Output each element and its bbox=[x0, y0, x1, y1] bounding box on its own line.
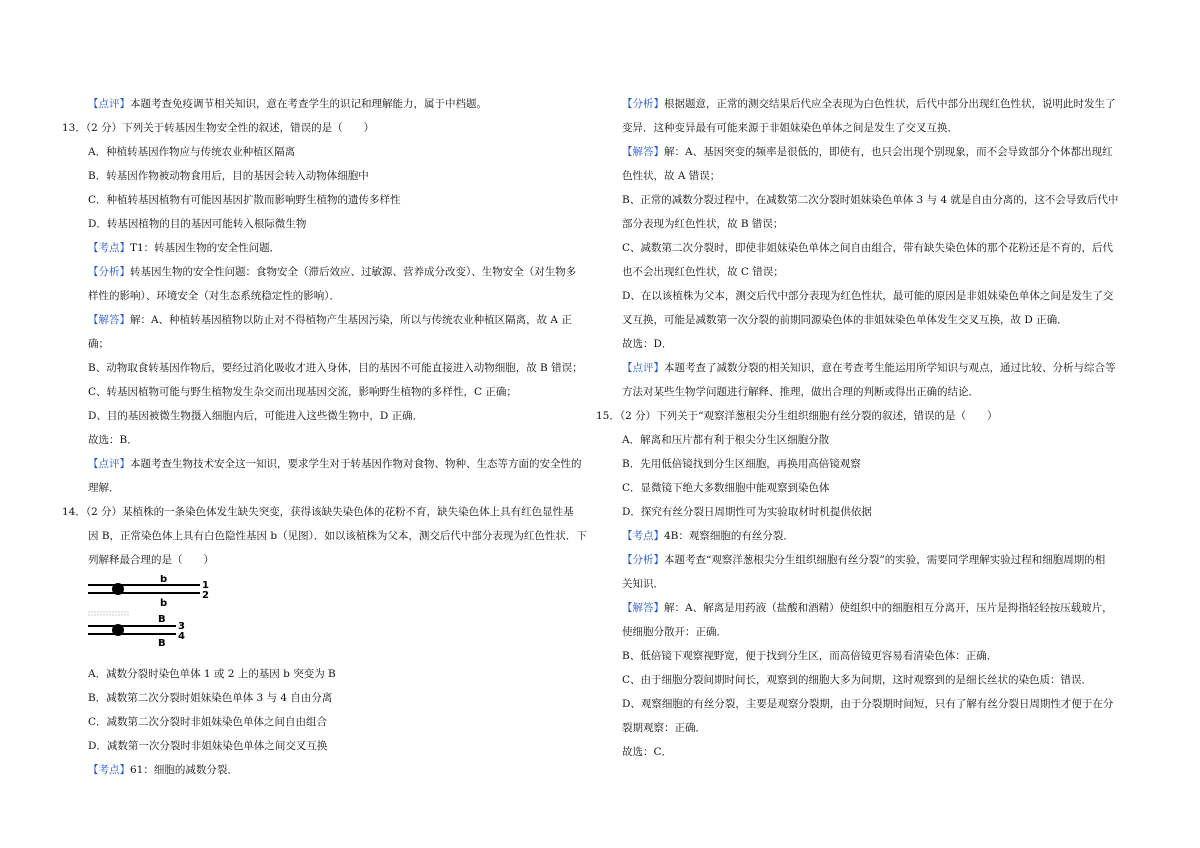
label-3: 3 bbox=[178, 621, 185, 632]
q14-fenxi bbox=[622, 92, 1132, 116]
q15-jieda-6: 裂期观察：正确． bbox=[622, 722, 706, 734]
right-column bbox=[596, 92, 1132, 764]
q15-jieda-5: D、观察细胞的有丝分裂，主要是观察分裂期，由于分裂期时间短，只有了解有丝分裂日周期性才便于在分 bbox=[622, 698, 1114, 710]
q14-jieda-4: 部分表现为红色性状，故 B 错误； bbox=[622, 218, 784, 230]
q13-kaodian bbox=[88, 236, 594, 260]
centromere-top bbox=[112, 583, 124, 595]
question-15-stem: 15．（2 分）下列关于“观察洋葱根尖分生组织细胞有丝分裂的叙述，错误的是（ ） bbox=[596, 410, 998, 422]
chromosome-figure bbox=[88, 575, 594, 659]
q13-answer: 故选：B． bbox=[88, 434, 138, 446]
label-1: 1 bbox=[202, 580, 209, 591]
q14-jieda-5: C、减数第二次分裂时，即使非姐妹染色单体之间自由组合，带有缺失染色体的那个花粉还是不育的，后代 bbox=[622, 242, 1114, 254]
q15-option-d: D．探究有丝分裂日周期性可为实验取材时机提供依据 bbox=[622, 506, 872, 518]
left-column bbox=[62, 92, 594, 782]
q14-jieda-7: D、在以该植株为父本，测交后代中部分表现为红色性状，最可能的原因是非姐妹染色单体之间是发生了交 bbox=[622, 290, 1114, 302]
q13-dianping bbox=[88, 452, 594, 476]
text: 4B：观察细胞的有丝分裂． bbox=[664, 530, 794, 542]
q13-jieda bbox=[88, 308, 594, 332]
q14-option-c: C．减数第二次分裂时非姐妹染色单体之间自由组合 bbox=[88, 716, 328, 728]
q15-fenxi-cont: 关知识． bbox=[622, 578, 664, 590]
q13-jieda-cont: 确； bbox=[88, 338, 109, 350]
q14-jieda-2: 色性状，故 A 错误； bbox=[622, 170, 721, 182]
q15-answer: 故选：C． bbox=[622, 746, 673, 758]
text: 解：A、种植转基因植物以防止对不得植物产生基因污染，所以与传统农业种植区隔离，故 A 正 bbox=[130, 314, 572, 326]
question-14-stem-3: 列解释最合理的是（ ） bbox=[88, 554, 214, 566]
text: 本题考查免疫调节相关知识，意在考查学生的识记和理解能力，属于中档题。 bbox=[130, 98, 487, 110]
label-2: 2 bbox=[202, 590, 209, 601]
fenxi-tag: 【分析】 bbox=[88, 266, 130, 278]
q13-dianping-cont: 理解． bbox=[88, 482, 120, 494]
q15-option-b: B．先用低倍镜找到分生区细胞，再换用高倍镜观察 bbox=[622, 458, 861, 470]
q14-option-a: A．减数分裂时染色单体 1 或 2 上的基因 b 突变为 B bbox=[88, 668, 336, 680]
q14-option-b: B．减数第二次分裂时姐妹染色单体 3 与 4 自由分离 bbox=[88, 692, 333, 704]
q13-option-a: A．种植转基因作物应与传统农业种植区隔离 bbox=[88, 146, 296, 158]
text: T1：转基因生物的安全性问题． bbox=[130, 242, 281, 254]
label-b-2: b bbox=[160, 598, 168, 609]
question-13-stem: 13．（2 分）下列关于转基因生物安全性的叙述，错误的是（ ） bbox=[62, 122, 375, 134]
q14-fenxi-cont: 变异．这种变异最有可能来源于非姐妹染色单体之间是发生了交叉互换． bbox=[622, 122, 958, 134]
q13-option-b: B．转基因作物被动物食用后，目的基因会转入动物体细胞中 bbox=[88, 170, 369, 182]
q15-jieda-4: C、由于细胞分裂间期时间长，观察到的细胞大多为间期，这时观察到的是细长丝状的染色质：错误． bbox=[622, 674, 1093, 686]
jieda-tag: 【解答】 bbox=[622, 146, 664, 158]
q15-kaodian bbox=[622, 524, 1132, 548]
question-14-stem-1: 14．（2 分）某植株的一条染色体发生缺失突变，获得该缺失染色体的花粉不育，缺失染色体上具有红色显性基 bbox=[62, 506, 574, 518]
kaodian-tag: 【考点】 bbox=[88, 764, 130, 776]
q13-jieda-d: D、目的基因被微生物摄入细胞内后，可能进入这些微生物中，D 正确． bbox=[88, 410, 424, 422]
dianping-tag: 【点评】 bbox=[88, 98, 130, 110]
kaodian-tag: 【考点】 bbox=[622, 530, 664, 542]
q13-fenxi-cont: 样性的影响）、环境安全（对生态系统稳定性的影响）． bbox=[88, 290, 340, 302]
jieda-tag: 【解答】 bbox=[88, 314, 130, 326]
text: 本题考查了减数分裂的相关知识，意在考查考生能运用所学知识与观点，通过比较、分析与综合等 bbox=[664, 362, 1116, 374]
q15-jieda-3: B、低倍镜下观察视野宽，便于找到分生区，而高倍镜更容易看清染色体：正确． bbox=[622, 650, 998, 662]
label-B-1: B bbox=[158, 614, 166, 625]
q14-kaodian bbox=[88, 758, 594, 782]
question-14-stem-2: 因 B，正常染色体上具有白色隐性基因 b（见图）．如以该植株为父本，测交后代中部分表现为红色性状．下 bbox=[88, 530, 587, 542]
chromosome-diagram bbox=[88, 575, 288, 659]
q14-option-d: D．减数第一次分裂时非姐妹染色单体之间交叉互换 bbox=[88, 740, 328, 752]
q14-answer: 故选：D． bbox=[622, 338, 673, 350]
q13-jieda-b: B、动物取食转基因作物后，要经过消化吸收才进入身体，目的基因不可能直接进入动物细胞，故 B 错误； bbox=[88, 362, 583, 374]
q15-option-a: A．解离和压片都有利于根尖分生区细胞分散 bbox=[622, 434, 830, 446]
q14-dianping bbox=[622, 356, 1132, 380]
centromere-bottom bbox=[112, 624, 124, 636]
q14-dianping-cont: 方法对某些生物学问题进行解释、推理，做出合理的判断或得出正确的结论． bbox=[622, 386, 979, 398]
fenxi-tag: 【分析】 bbox=[622, 98, 664, 110]
label-b-1: b bbox=[160, 575, 168, 585]
label-4: 4 bbox=[178, 631, 185, 642]
kaodian-tag: 【考点】 bbox=[88, 242, 130, 254]
dianping-tag: 【点评】 bbox=[622, 362, 664, 374]
q14-jieda-3: B、正常的减数分裂过程中，在减数第二次分裂时姐妹染色单体 3 与 4 就是自由分离的，这不会导致后代中 bbox=[622, 194, 1119, 206]
q15-option-c: C．显微镜下绝大多数细胞中能观察到染色体 bbox=[622, 482, 830, 494]
text: 61：细胞的减数分裂． bbox=[130, 764, 238, 776]
q14-jieda bbox=[622, 140, 1132, 164]
q15-jieda bbox=[622, 596, 1132, 620]
q15-jieda-2: 使细胞分散开：正确． bbox=[622, 626, 727, 638]
text: 根据题意，正常的测交结果后代应全表现为白色性状，后代中部分出现红色性状，说明此时发生了 bbox=[664, 98, 1116, 110]
q14-jieda-8: 叉互换，可能是减数第一次分裂的前期同源染色体的非姐妹染色单体发生交叉互换，故 D 正确． bbox=[622, 314, 1068, 326]
q15-fenxi bbox=[622, 548, 1132, 572]
q14-jieda-6: 也不会出现红色性状，故 C 错误； bbox=[622, 266, 784, 278]
text: 本题考查“观察洋葱根尖分生组织细胞有丝分裂”的实验，需要同学理解实验过程和细胞周期的相 bbox=[664, 554, 1106, 566]
q13-jieda-c: C、转基因植物可能与野生植物发生杂交而出现基因交流，影响野生植物的多样性，C 正确； bbox=[88, 386, 517, 398]
text: 解：A、基因突变的频率是很低的，即使有，也只会出现个别现象，而不会导致部分个体都出现红 bbox=[664, 146, 1113, 158]
q13-option-c: C．种植转基因植物有可能因基因扩散而影响野生植物的遗传多样性 bbox=[88, 194, 401, 206]
label-B-2: B bbox=[158, 638, 166, 649]
text: 本题考查生物技术安全这一知识，要求学生对于转基因作物对食物、物种、生态等方面的安全性的 bbox=[130, 458, 582, 470]
text: 解：A、解离是用药液（盐酸和酒精）使组织中的细胞相互分离开，压片是拇指轻轻按压载玻片， bbox=[664, 602, 1113, 614]
q13-option-d: D．转基因植物的目的基因可能转入根际微生物 bbox=[88, 218, 307, 230]
jieda-tag: 【解答】 bbox=[622, 602, 664, 614]
text: 转基因生物的安全性问题：食物安全（滞后效应、过敏源、营养成分改变）、生物安全（对生物多 bbox=[130, 266, 577, 278]
dianping-tag: 【点评】 bbox=[88, 458, 130, 470]
comment-line bbox=[88, 92, 594, 116]
q13-fenxi bbox=[88, 260, 594, 284]
fenxi-tag: 【分析】 bbox=[622, 554, 664, 566]
